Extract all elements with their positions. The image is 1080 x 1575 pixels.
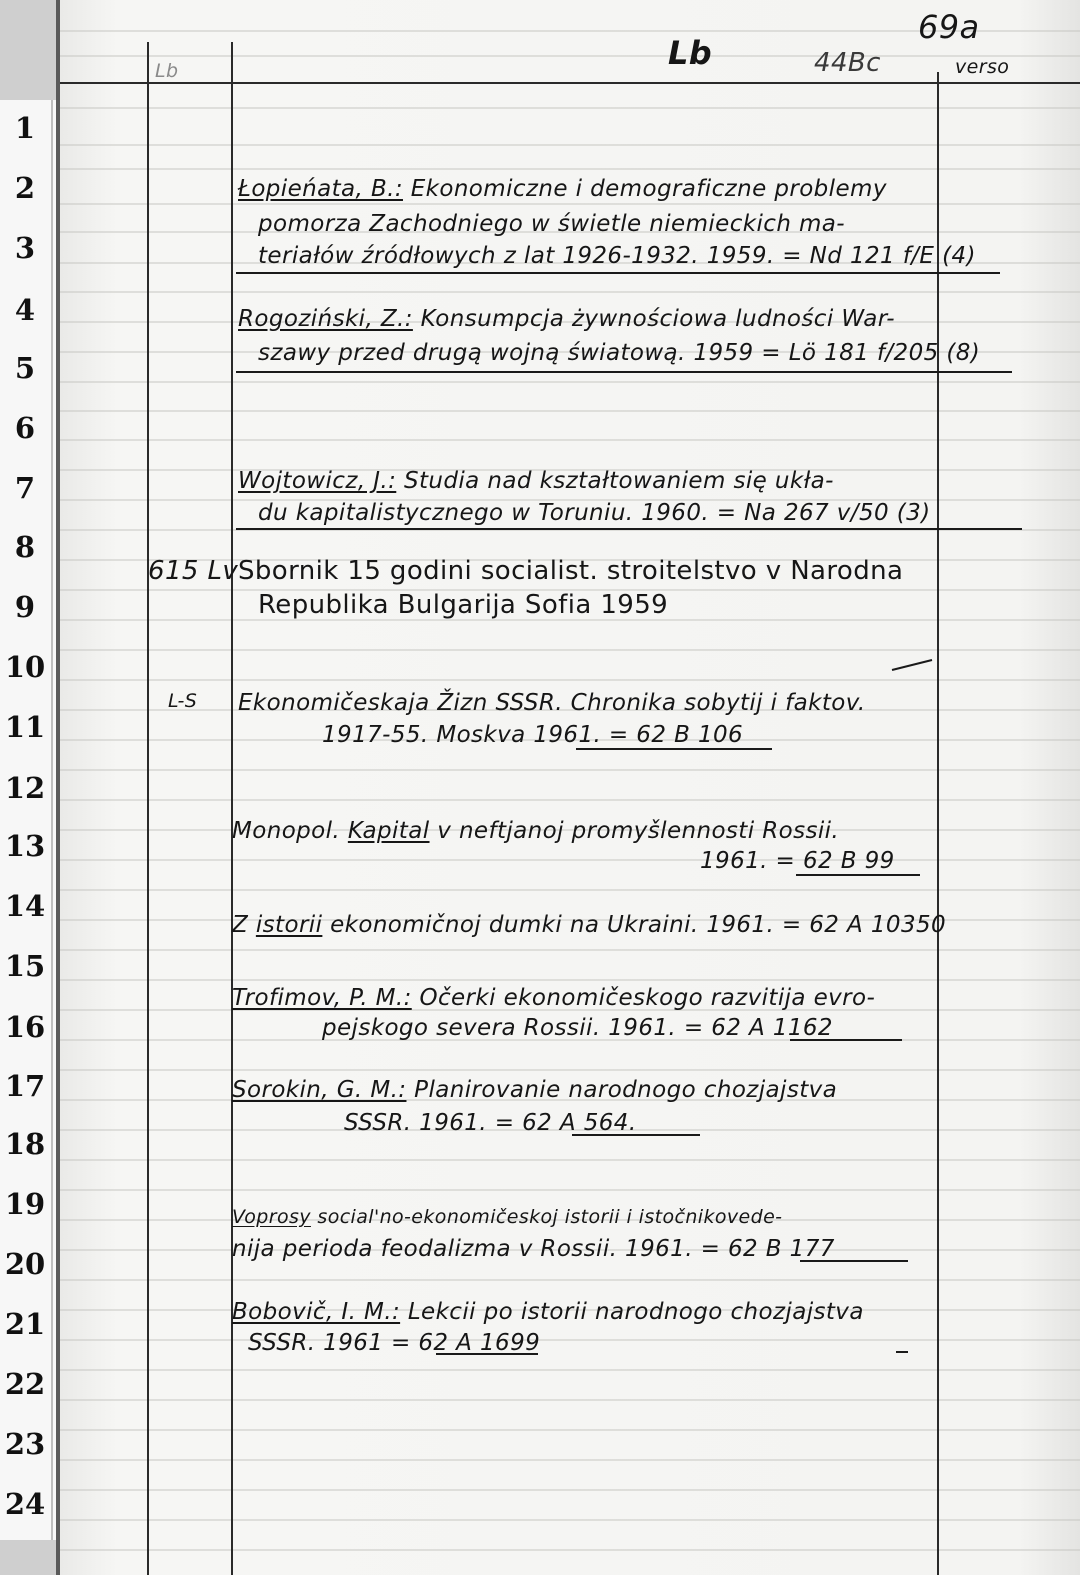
entry-title: Očerki ekonomičeskogo razvitija evro- [411,985,876,1011]
line-number: 6 [14,411,36,445]
entry-author: Bobovič, I. M.: [232,1299,401,1325]
entry-author: Wojtowicz, J.: [238,468,397,494]
line-number: 7 [14,471,36,505]
line-number: 16 [4,1010,46,1044]
margin-call-number: 615 Lv [148,556,239,586]
page-number: 69a [918,8,980,46]
entry-call-line: SSSR. 1961 = 62 A 1699 [248,1330,541,1356]
entry-title: Lekcii po istorii narodnogo chozjajstva [400,1299,864,1325]
line-number: 2 [14,171,36,205]
shelf-mark: Lb [668,34,713,72]
entry-author: Łopieńata, B.: [238,176,403,202]
entry-call-line: 1961. = 62 B 99 [700,848,895,874]
entry-line: Republika Bulgarija Sofia 1959 [258,590,669,620]
corner-note: Lb [155,60,179,82]
margin-call-number: L-S [168,690,198,712]
entry-title-pre: Z [232,912,256,938]
entry-title: social'no-ekonomičeskoj istorii i istočnikovede- [310,1206,783,1228]
entry-line: pomorza Zachodniego w świetle niemieckich ma- [258,211,846,237]
entry-author: Sorokin, G. M.: [232,1077,407,1103]
line-number: 9 [14,590,36,624]
line-number: 10 [4,650,46,684]
entry-call-line: SSSR. 1961. = 62 A 564. [344,1110,637,1136]
line-number: 21 [4,1307,46,1341]
entry-title: Studia nad kształtowaniem się ukła- [396,468,834,494]
line-number: 14 [4,889,46,923]
entry-call-line: szawy przed drugą wojną światową. 1959 = Lö 181 f/205 (8) [258,340,981,366]
entry-title: Konsumpcja żywnościowa ludności War- [412,306,896,332]
entry-call-line: teriałów źródłowych z lat 1926-1932. 1959. = Nd 121 f/E (4) [258,243,976,269]
line-number: 24 [4,1487,46,1521]
entry-title: istorii [255,912,323,938]
line-number: 1 [14,111,36,145]
entry-author: Trofimov, P. M.: [232,985,412,1011]
line-number: 8 [14,530,36,564]
entry-call-line: nija perioda feodalizma v Rossii. 1961. = 62 B 177 [232,1236,835,1262]
line-number: 19 [4,1187,46,1221]
line-number: 15 [4,949,46,983]
line-number: 12 [4,771,46,805]
line-number: 18 [4,1127,46,1161]
line-number: 11 [4,710,46,744]
entry-title-rest: SSSR. Chronika sobytij i faktov. [487,690,866,716]
entry-author: Voprosy [232,1206,311,1228]
class-code: 44Bc [814,48,881,78]
line-number: 23 [4,1427,46,1461]
entry-title: Kapital [347,818,430,844]
line-number: 4 [14,293,36,327]
entry-call-line: 1917-55. Moskva 1961. = 62 B 106 [322,722,744,748]
line-number: 22 [4,1367,46,1401]
line-number: 5 [14,351,36,385]
entry-title: Ekonomičeskaja Žizn [238,690,488,716]
entry-title-rest: ekonomičnoj dumki na Ukraini. 1961. = 62 A 10350 [322,912,947,938]
line-number: 3 [14,231,36,265]
entry-author: Rogoziński, Z.: [238,306,413,332]
entry-call-line: du kapitalistycznego w Toruniu. 1960. = Na 267 v/50 (3) [258,500,931,526]
entry-title-pre: Monopol. [232,818,348,844]
line-number: 17 [4,1069,46,1103]
page-side: verso [955,56,1010,78]
entry-title-rest: v neftjanoj promyšlennosti Rossii. [429,818,840,844]
line-number: 13 [4,829,46,863]
entry-title: Planirovanie narodnogo chozjajstva [406,1077,838,1103]
entry-title: Ekonomiczne i demograficzne problemy [402,176,887,202]
entry-title: Sbornik 15 godini socialist. stroitelstvo v Narodna [238,556,904,586]
line-number: 20 [4,1247,46,1281]
entry-call-line: pejskogo severa Rossii. 1961. = 62 A 1162 [322,1015,833,1041]
